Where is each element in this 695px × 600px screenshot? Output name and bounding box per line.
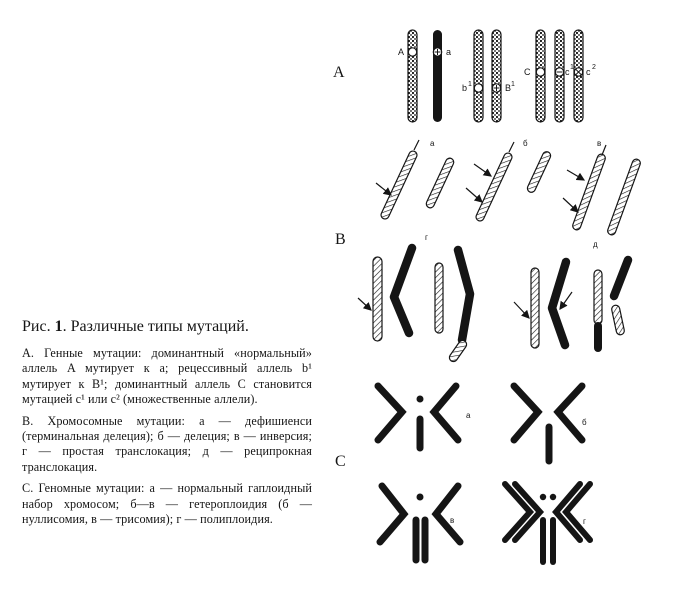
panel-b-label-b: б — [523, 139, 528, 148]
arrow-inversion-2 — [563, 198, 578, 212]
chromosome-b-v-inverted — [607, 158, 642, 236]
allele-b-superscript: 1 — [468, 81, 472, 88]
panel-c-letter: C — [335, 453, 346, 470]
arrow-translocation-d1 — [514, 302, 529, 318]
chromosome-a1 — [408, 30, 417, 122]
allele-a: a — [446, 47, 452, 57]
chromosome-c-v-dot — [417, 494, 424, 501]
chromosome-b-g-fragment — [448, 339, 468, 363]
caption-paragraph-genome: С. Геномные мутации: а — нормальный гаплоидный набор хромосом; б—в — гетероплоидия (б — нуллисомия, в — трисомия); г — полиплоидия. — [22, 481, 312, 527]
allele-A: A — [398, 47, 405, 57]
allele-c1-superscript: 1 — [570, 64, 574, 71]
arrow-translocation-d2 — [560, 292, 572, 309]
panel-b-letter: B — [335, 231, 346, 248]
panel-b-label-a: а — [430, 139, 435, 148]
chromosome-b-b-deleted — [526, 150, 552, 193]
locus-b1 — [474, 84, 482, 92]
arrow-inversion-1 — [567, 170, 584, 180]
arrow-deletion-site — [376, 183, 391, 195]
arrow-deletion-1 — [466, 188, 482, 202]
allele-b: b — [462, 83, 468, 93]
karyotype-c-a — [378, 386, 458, 448]
allele-c2: c — [586, 67, 591, 77]
chromosome-c-g-dot-2 — [550, 494, 556, 500]
panel-c-label-g: г — [583, 517, 586, 526]
chromosome-c-g-dot-1 — [540, 494, 546, 500]
chromosome-b1 — [474, 30, 483, 122]
chromosome-b2 — [492, 30, 501, 122]
panel-c — [335, 386, 590, 562]
caption-title-text: . Различные типы мутаций. — [62, 318, 249, 335]
chromosome-b-a-deleted — [425, 157, 455, 209]
locus-C — [536, 68, 544, 76]
karyotype-c-g — [505, 484, 590, 562]
allele-B-superscript: 1 — [511, 81, 515, 88]
panel-c-label-b: б — [582, 418, 587, 427]
chromosome-b-g-1 — [373, 257, 382, 341]
chromosome-b-d-4-hatched — [611, 304, 625, 335]
caption-title-prefix: Рис. — [22, 318, 55, 335]
arrow-deletion-2 — [474, 164, 491, 176]
chromosome-b-d-4-black — [614, 260, 628, 296]
arrow-translocation-g — [358, 298, 371, 310]
chromosome-b-g-3 — [435, 263, 443, 333]
chromosome-b-v-normal — [572, 153, 607, 231]
panel-c-label-a: а — [466, 411, 471, 420]
chromosome-a2 — [433, 30, 442, 122]
chromosome-c-a-dot — [417, 396, 424, 403]
chromosome-b-a-normal — [380, 150, 419, 220]
panel-c-label-v: в — [450, 516, 455, 525]
chromosome-b-d-3-black-segment — [594, 322, 602, 352]
panel-b-label-v: в — [597, 139, 602, 148]
chromosome-b-g-2 — [394, 248, 412, 333]
panel-a — [333, 30, 596, 122]
panel-b-label-d: д — [593, 240, 598, 249]
allele-c1: c — [565, 67, 570, 77]
caption-title-number: 1 — [54, 318, 63, 335]
panel-b — [335, 139, 641, 363]
panel-a-letter: A — [333, 64, 345, 81]
caption-paragraph-chromosome: B. Хромосомные мутации: а — дефишиенси (терминальная делеция); б — делеция; в — инверсия; г — простая транслокация; д — реципрокная транслокация. — [22, 413, 312, 474]
allele-c2-superscript: 2 — [592, 64, 596, 71]
chromosome-b-d-1 — [531, 268, 539, 348]
karyotype-c-b — [514, 386, 582, 461]
caption-paragraph-gene: А. Генные мутации: доминантный «нормальный» аллель A мутирует к a; рецессивный аллель b¹ мутирует к B¹; доминантный аллель C становится мутацией c¹ или c² (множественные аллели). — [22, 346, 312, 407]
chromosome-b-d-3 — [594, 270, 602, 324]
allele-B: B — [505, 83, 512, 93]
chromosome-b-g-4 — [458, 250, 470, 340]
allele-C: C — [524, 67, 531, 77]
chromosome-b-b-normal — [475, 152, 514, 222]
panel-b-label-g: г — [425, 233, 428, 242]
locus-A — [408, 48, 416, 56]
